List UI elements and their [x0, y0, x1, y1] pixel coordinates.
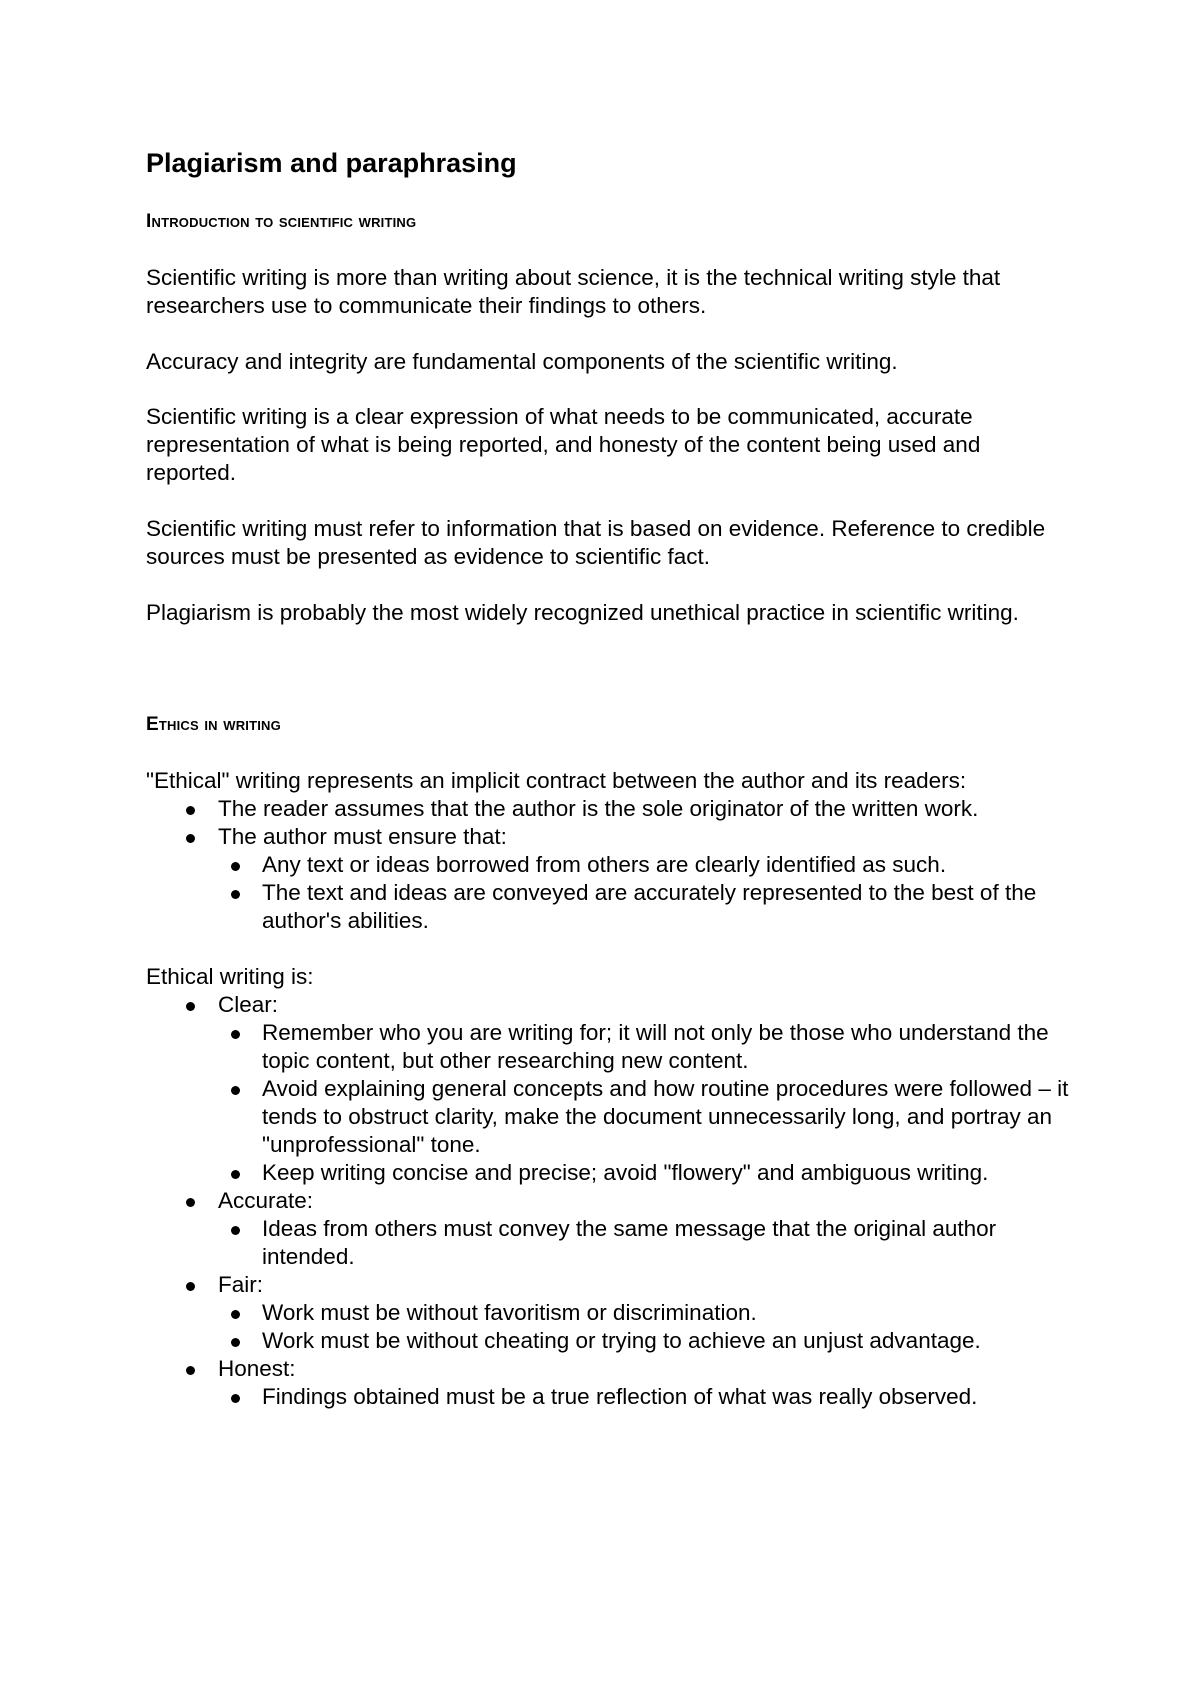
bullet-icon [231, 1170, 240, 1179]
list-item [146, 795, 1076, 823]
sub-list-item-text: Avoid explaining general concepts and how routine procedures were followed – it tends to obstruct clarity, make the document unnecessarily long, and portray an "unprofessional" tone. [262, 1076, 1069, 1157]
list-item [146, 1355, 1076, 1411]
paragraph: "Ethical" writing represents an implicit contract between the author and its readers: [146, 768, 967, 793]
list-item [146, 991, 1076, 1187]
bullet-icon [231, 890, 240, 899]
bullet-icon [231, 1394, 240, 1403]
sub-list-item-text: Work must be without favoritism or discrimination. [262, 1300, 757, 1325]
sub-list-item-text: Any text or ideas borrowed from others are clearly identified as such. [262, 852, 947, 877]
sub-list [218, 1383, 1076, 1411]
bullet-icon [186, 1366, 195, 1375]
bullet-icon [186, 1198, 195, 1207]
sub-list-item-text: The text and ideas are conveyed are accurately represented to the best of the author's abilities. [262, 880, 1037, 933]
bullet-icon [186, 1002, 195, 1011]
sub-list [218, 1215, 1076, 1271]
sub-list-item [218, 1159, 1076, 1187]
bullet-icon [231, 862, 240, 871]
paragraph: Ethical writing is: [146, 964, 314, 989]
list-item [146, 823, 1076, 935]
sub-list-item [218, 1327, 1076, 1355]
sub-list-item-text: Work must be without cheating or trying to achieve an unjust advantage. [262, 1328, 981, 1353]
section-heading-ethics: Ethics in writing [146, 714, 281, 735]
list-item [146, 1271, 1076, 1355]
sub-list-item [218, 851, 1076, 879]
ethics-list [146, 795, 1076, 935]
ethical-qualities-list [146, 991, 1076, 1411]
sub-list-item-text: Ideas from others must convey the same message that the original author intended. [262, 1216, 997, 1269]
list-item-text: Fair: [218, 1272, 263, 1297]
sub-list-item-text: Remember who you are writing for; it will not only be those who understand the topic content, but other researching new content. [262, 1020, 1049, 1073]
document-title: Plagiarism and paraphrasing [146, 148, 517, 178]
bullet-icon [186, 834, 195, 843]
sub-list-item [218, 1075, 1076, 1159]
paragraph: Scientific writing is a clear expression of what needs to be communicated, accurate representation of what is being reported, and honesty of the content being used and reported. [146, 404, 981, 485]
bullet-icon [231, 1226, 240, 1235]
bullet-icon [231, 1310, 240, 1319]
bullet-icon [186, 806, 195, 815]
list-item-text: The reader assumes that the author is the sole originator of the written work. [218, 796, 979, 821]
sub-list [218, 851, 1076, 935]
sub-list-item [218, 1299, 1076, 1327]
sub-list-item-text: Keep writing concise and precise; avoid "flowery" and ambiguous writing. [262, 1160, 989, 1185]
bullet-icon [231, 1338, 240, 1347]
section-heading-introduction: Introduction to scientific writing [146, 211, 417, 232]
list-item-text: Clear: [218, 992, 279, 1017]
paragraph: Plagiarism is probably the most widely recognized unethical practice in scientific writing. [146, 600, 1019, 625]
sub-list-item [218, 879, 1076, 935]
sub-list-item [218, 1019, 1076, 1075]
bullet-icon [186, 1282, 195, 1291]
bullet-icon [231, 1030, 240, 1039]
sub-list-item [218, 1215, 1076, 1271]
sub-list [218, 1299, 1076, 1355]
list-item-text: Honest: [218, 1356, 296, 1381]
paragraph: Scientific writing must refer to information that is based on evidence. Reference to credible sources must be presented as evidence to scientific fact. [146, 516, 1046, 569]
list-item-text: The author must ensure that: [218, 824, 507, 849]
list-item-text: Accurate: [218, 1188, 314, 1213]
sub-list [218, 1019, 1076, 1187]
list-item [146, 1187, 1076, 1271]
paragraph: Accuracy and integrity are fundamental components of the scientific writing. [146, 349, 898, 374]
sub-list-item [218, 1383, 1076, 1411]
sub-list-item-text: Findings obtained must be a true reflection of what was really observed. [262, 1384, 978, 1409]
bullet-icon [231, 1086, 240, 1095]
paragraph: Scientific writing is more than writing about science, it is the technical writing style that researchers use to communicate their findings to others. [146, 265, 1001, 318]
